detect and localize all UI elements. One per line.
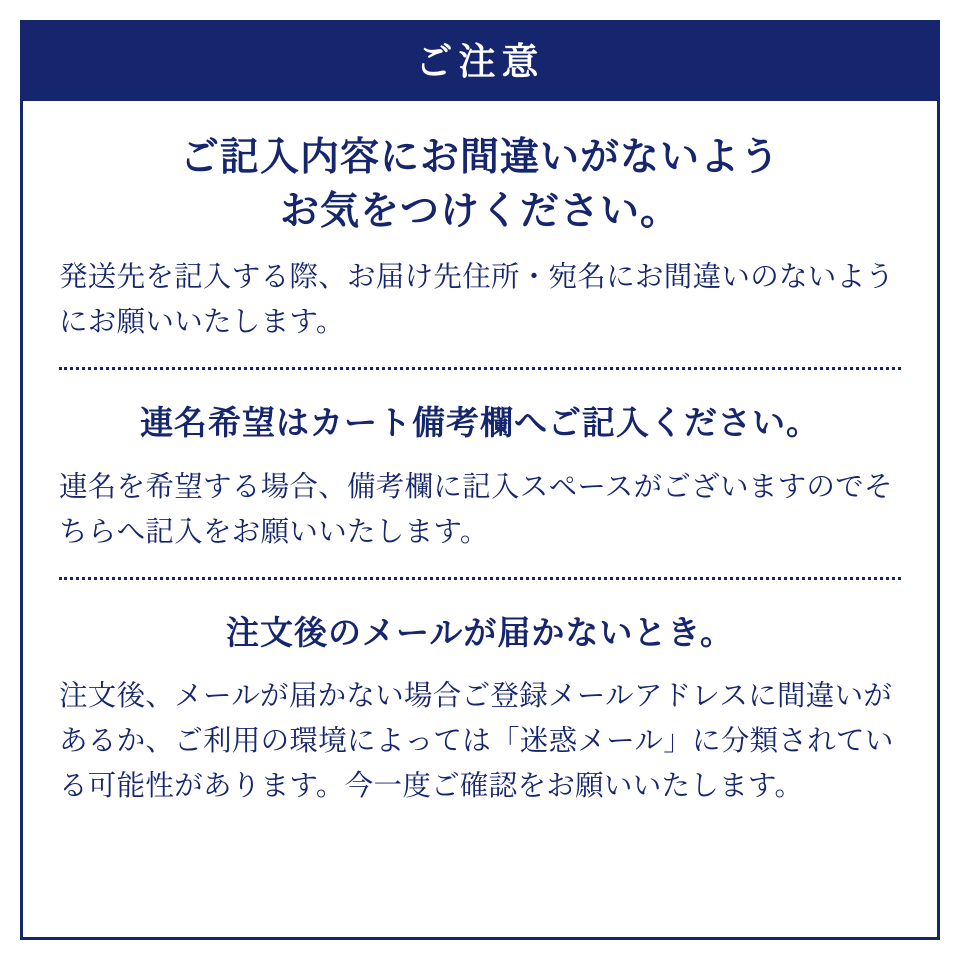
section-heading-line1: 注文後のメールが届かないとき。 (225, 614, 735, 652)
section-body: 発送先を記入する際、お届け先住所・宛名にお間違いのないようにお願いいたします。 (59, 260, 895, 338)
section-joint-name (53, 370, 907, 556)
notice-content (23, 101, 937, 809)
section-heading (53, 131, 907, 239)
notice-frame (20, 20, 940, 940)
section-address-check (53, 101, 907, 345)
section-heading-line2: お気をつけください。 (279, 189, 680, 233)
section-heading (53, 610, 907, 656)
page-title: ご注意 (415, 41, 545, 82)
section-body: 注文後、メールが届かない場合ご登録メールアドレスに間違いがあるか、ご利用の環境によっては「迷惑メール」に分類されている可能性があります。今一度ご確認をお願いいたします。 (59, 679, 894, 802)
notice-header-bar (23, 23, 937, 101)
section-heading (53, 400, 907, 446)
section-mail-not-received (53, 580, 907, 809)
section-body: 連名を希望する場合、備考欄に記入スペースがございますのでそちらへ記入をお願いいたします。 (59, 471, 893, 549)
section-heading-line1: 連名希望はカート備考欄へご記入ください。 (140, 403, 820, 441)
section-heading-line1: ご記入内容にお間違いがないよう (179, 136, 780, 179)
